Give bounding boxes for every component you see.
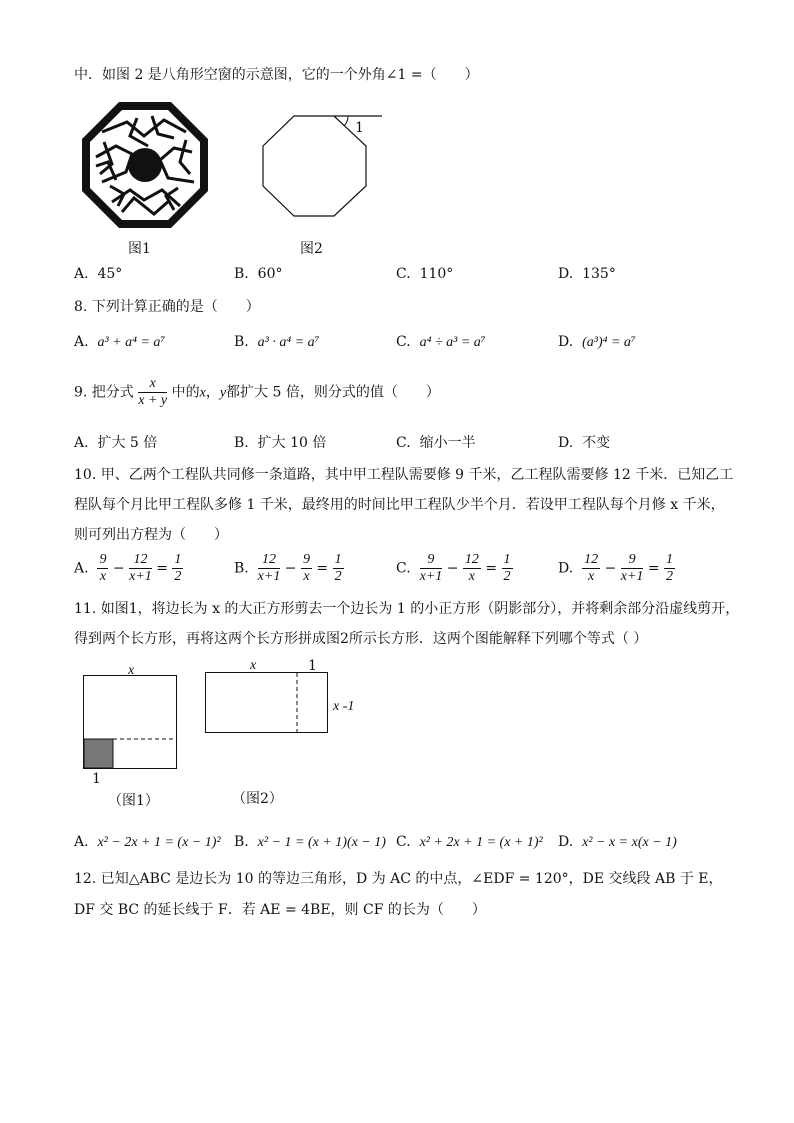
q11-fig2-top-label-x: x	[250, 658, 257, 673]
q8-stem: 8. 下列计算正确的是（ ）	[74, 299, 260, 315]
q12-line2: DF 交 BC 的延长线于 F．若 AE = 4BE，则 CF 的长为（ ）	[74, 902, 486, 918]
q9-option-c[interactable]: C. 缩小一半	[396, 435, 476, 451]
octagon-window-figure	[82, 102, 208, 228]
q9-option-a[interactable]: A. 扩大 5 倍	[74, 435, 158, 451]
q11-option-d[interactable]: D. x² − x = x(x − 1)	[558, 834, 677, 850]
q10-option-c[interactable]: C. $\frac{9}{x+1}$ − $\frac{12}{x}$ = $\frac{1}{2}$	[396, 552, 511, 584]
q11-fig1-bottom-label: 1	[92, 771, 101, 787]
q10-option-b[interactable]: B. $\frac{12}{x+1}$ − $\frac{9}{x}$ = $\frac{1}{2}$	[234, 552, 342, 584]
q11-line1: 11. 如图1，将边长为 x 的大正方形剪去一个边长为 1 的小正方形（阴影部分），并将剩余部分沿虚线剪开，	[74, 601, 740, 617]
q8-option-b[interactable]: B. a³ · a⁴ = a⁷	[234, 334, 320, 350]
q11-fig2-caption: （图2）	[232, 791, 283, 807]
q8-option-c[interactable]: C. a⁴ ÷ a³ = a⁷	[396, 334, 486, 350]
q11-fig2-top-label-1: 1	[308, 658, 317, 674]
q11-option-c[interactable]: C. x² + 2x + 1 = (x + 1)²	[396, 834, 543, 850]
q7-stem: 中．如图 2 是八角形空窗的示意图，它的一个外角∠1 =（ ）	[74, 67, 479, 83]
q10-line2: 程队每个月比甲工程队多修 1 千米，最终用的时间比甲工程队少半个月．若设甲工程队每个月修 x 千米，	[74, 497, 725, 513]
octagon-diagram	[262, 112, 384, 220]
q11-option-a[interactable]: A. x² − 2x + 1 = (x − 1)²	[74, 834, 221, 850]
q7-option-c[interactable]: C. 110°	[396, 266, 454, 282]
q10-option-d[interactable]: D. $\frac{12}{x}$ − $\frac{9}{x+1}$ = $\frac{1}{2}$	[558, 552, 674, 584]
q11-figure-1	[83, 675, 178, 770]
q11-figure-2	[205, 672, 329, 734]
fig1-caption: 图1	[128, 241, 151, 257]
q9-option-b[interactable]: B. 扩大 10 倍	[234, 435, 327, 451]
q7-option-b[interactable]: B. 60°	[234, 266, 283, 282]
q9-stem: 9. 把分式 $\frac{x}{x + y}$ 中的x，y都扩大 5 倍，则分式的值（ ）	[74, 376, 440, 408]
q10-line3: 则可列出方程为（ ）	[74, 527, 228, 543]
q11-fig1-caption: （图1）	[108, 793, 159, 809]
q7-option-d[interactable]: D. 135°	[558, 266, 616, 282]
q11-fig1-top-label: x	[128, 663, 135, 678]
q10-option-a[interactable]: A. $\frac{9}{x}$ − $\frac{12}{x+1}$ = $\frac{1}{2}$	[74, 552, 182, 584]
q11-fig2-side-label: x -1	[333, 699, 355, 714]
q11-option-b[interactable]: B. x² − 1 = (x + 1)(x − 1)	[234, 834, 386, 850]
angle-1-label: 1	[355, 120, 364, 136]
q12-line1: 12. 已知△ABC 是边长为 10 的等边三角形，D 为 AC 的中点，∠EDF = 120°，DE 交线段 AB 于 E，	[74, 871, 723, 887]
q10-line1: 10. 甲、乙两个工程队共同修一条道路，其中甲工程队需要修 9 千米，乙工程队需要修 12 千米．已知乙工	[74, 467, 734, 483]
q11-line2: 得到两个长方形，再将这两个长方形拼成图2所示长方形．这两个图能解释下列哪个等式（ ）	[74, 631, 648, 647]
q8-option-a[interactable]: A. a³ + a⁴ = a⁷	[74, 334, 166, 350]
q9-option-d[interactable]: D. 不变	[558, 435, 611, 451]
q7-option-a[interactable]: A. 45°	[74, 266, 123, 282]
q9-fraction: $\frac{x}{x + y}$	[138, 376, 168, 408]
q8-option-d[interactable]: D. (a³)⁴ = a⁷	[558, 334, 636, 350]
fig2-caption: 图2	[300, 241, 323, 257]
